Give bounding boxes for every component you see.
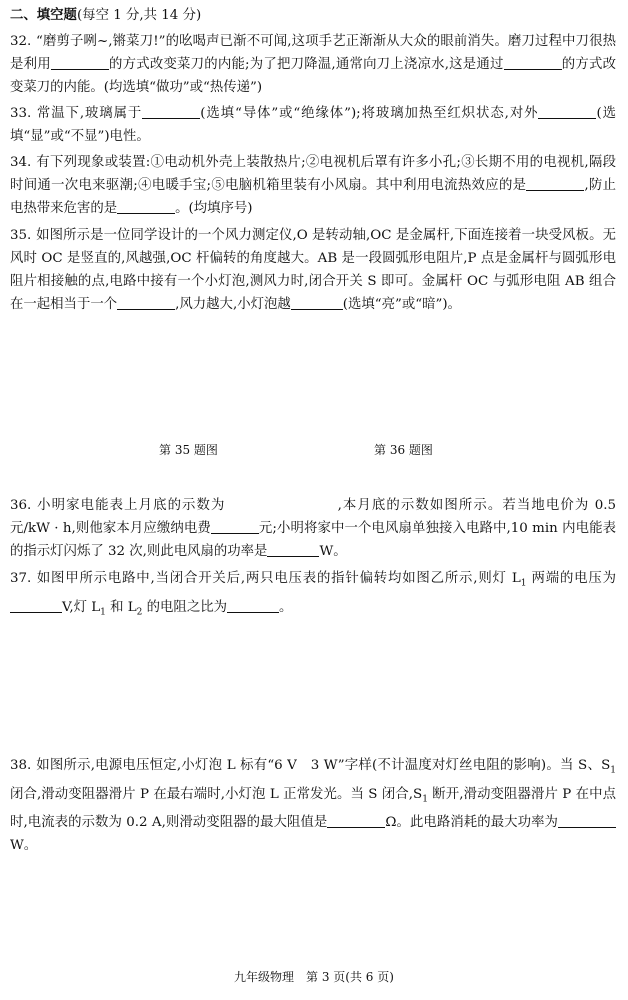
- answer-blank[interactable]: [538, 104, 596, 119]
- subscript: 2: [136, 607, 143, 618]
- question-number: 35.: [10, 228, 32, 243]
- section-heading: [10, 4, 201, 27]
- answer-blank[interactable]: [558, 813, 616, 828]
- question-text: 断开,滑动变阻器滑片 P 在中点时,电流表的示数为 0.2 A,则滑动变阻器的最大阻值是: [10, 786, 616, 831]
- subscript: 1: [100, 607, 106, 618]
- question-number: 37.: [10, 571, 32, 586]
- answer-blank[interactable]: [51, 55, 109, 70]
- question-number: 34.: [10, 155, 32, 170]
- question-text: 如图所示,电源电压恒定,小灯泡 L 标有“6 V 3 W”字样(不计温度对灯丝电阻的影响)。当 S、S: [36, 758, 611, 773]
- question-35: [10, 224, 616, 316]
- figure-36-caption: 第 36 题图: [374, 443, 433, 457]
- answer-blank[interactable]: [327, 813, 385, 828]
- question-text: ,本月底的示数如图所示。若当地电价为 0.5 元/kW · h,则他家本月应缴纳电费: [10, 498, 617, 536]
- answer-blank[interactable]: [142, 104, 200, 119]
- answer-blank[interactable]: [291, 295, 343, 310]
- answer-blank[interactable]: [526, 176, 584, 191]
- question-number: 38.: [10, 758, 32, 773]
- subscript: 1: [520, 578, 527, 589]
- question-38: [10, 754, 616, 857]
- question-text: 小明家电能表上月底的示数为: [36, 498, 226, 513]
- question-text: 的方式改变菜刀的内能;为了把刀降温,通常向刀上浇凉水,这是通过: [108, 57, 504, 72]
- question-32: [10, 30, 616, 99]
- question-text: ,防止电热带来危害的是: [10, 178, 616, 216]
- answer-blank[interactable]: [211, 519, 259, 534]
- question-34: [10, 151, 616, 220]
- question-text: 和 L: [105, 599, 137, 615]
- answer-blank[interactable]: [267, 542, 319, 557]
- figure-35-caption: 第 35 题图: [159, 443, 218, 457]
- subscript: 1: [422, 794, 428, 805]
- question-text: 的方式改变菜刀的内能。(均选填“做功”或“热传递”): [10, 57, 617, 95]
- answer-blank[interactable]: [10, 598, 62, 613]
- answer-blank[interactable]: [117, 295, 175, 310]
- question-text: 。(均填序号): [175, 201, 253, 216]
- answer-blank[interactable]: [504, 55, 562, 70]
- question-text: 常温下,玻璃属于: [36, 106, 143, 121]
- question-text: Ω。此电路消耗的最大功率为: [385, 815, 558, 831]
- question-text: (选填“导体”或“绝缘体”);将玻璃加热至红炽状态,对外: [200, 106, 539, 121]
- question-text: 元;小明将家中一个电风扇单独接入电路中,10 min 内电能表的指示灯闪烁了 32 次,则此电风扇的功率是: [10, 521, 616, 559]
- question-number: 36.: [10, 498, 32, 513]
- section-title: 二、填空题: [10, 7, 77, 23]
- section-note: (每空 1 分,共 14 分): [76, 8, 202, 23]
- question-text: “磨剪子咧~,锵菜刀!”的吆喝声已渐不可闻,这项手艺正渐渐从大众的眼前消失。磨刀过程中刀很热是利用: [10, 34, 616, 72]
- question-text: 两端的电压为: [526, 571, 616, 586]
- question-text: 有下列现象或装置:①电动机外壳上装散热片;②电视机后罩有许多小孔;③长期不用的电视机,隔段时间通一次电来驱潮;④电暖手宝;⑤电脑机箱里装有小风扇。其中利用电流热效应的是: [10, 155, 616, 193]
- question-text: 。: [279, 599, 293, 615]
- question-text: (选填“亮”或“暗”)。: [342, 297, 461, 312]
- question-text: 闭合,滑动变阻器滑片 P 在最右端时,小灯泡 L 正常发光。当 S 闭合,S: [10, 786, 423, 802]
- question-33: [10, 102, 616, 148]
- question-text: W。: [10, 838, 38, 854]
- question-37: [10, 567, 616, 624]
- question-number: 32.: [10, 34, 32, 49]
- question-number: 33.: [10, 106, 32, 121]
- question-text: 的电阻之比为: [142, 599, 227, 615]
- question-36: [10, 494, 616, 563]
- answer-blank[interactable]: [227, 598, 279, 613]
- answer-blank[interactable]: [117, 199, 175, 214]
- question-text: 如图所示是一位同学设计的一个风力测定仪,O 是转动轴,OC 是金属杆,下面连接着一块受风板。无风时 OC 是竖直的,风越强,OC 杆偏转的角度越大。AB 是一段圆弧形电阻片,P 点是金属杆与圆弧形电阻片相接触的点,电路中接有一个小灯泡,测风力时,闭合开关 S 即可。金属杆 OC 与弧形电阻 AB 组合在一起相当于一个: [10, 228, 616, 312]
- page-footer: 九年级物理 第 3 页(共 6 页): [234, 970, 394, 984]
- question-text: ,风力越大,小灯泡越: [175, 297, 291, 312]
- question-text: W。: [319, 544, 347, 559]
- question-text: 如图甲所示电路中,当闭合开关后,两只电压表的指针偏转均如图乙所示,则灯 L: [36, 571, 521, 586]
- question-text: V,灯 L: [62, 599, 101, 615]
- subscript: 1: [610, 765, 616, 776]
- question-text: (选填“显”或“不显”)电性。: [10, 106, 616, 144]
